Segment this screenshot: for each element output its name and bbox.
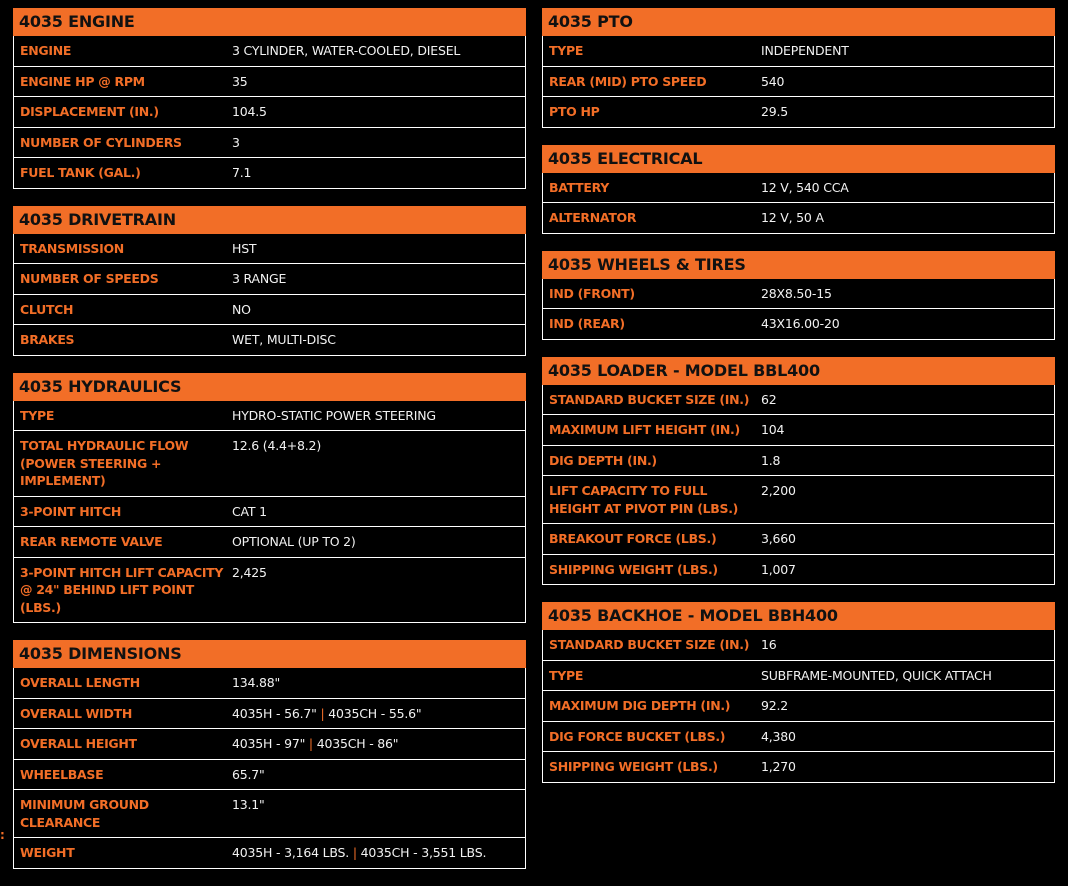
table-row [14, 728, 525, 759]
section-title: 4035 DRIVETRAIN [13, 206, 526, 234]
table-row [543, 202, 1054, 233]
value-variant-a: 4035H - 3,164 LBS. [232, 845, 350, 860]
spec-value: 134.88" [232, 675, 281, 690]
table-row [543, 690, 1054, 721]
spec-label: 3-POINT HITCH [20, 503, 122, 519]
spec-value: OPTIONAL (UP TO 2) [232, 534, 356, 549]
spec-label: CLUTCH [20, 301, 74, 317]
spec-table [542, 36, 1055, 128]
value-variant-b: 4035CH - 86" [316, 736, 399, 751]
spec-value: 3,660 [761, 531, 796, 546]
spec-table [13, 234, 526, 356]
spec-value: 3 CYLINDER, WATER-COOLED, DIESEL [232, 43, 461, 58]
table-row [543, 385, 1054, 415]
table-row [14, 668, 525, 698]
spec-label: OVERALL HEIGHT [20, 736, 137, 751]
spec-label: IND (REAR) [549, 316, 625, 331]
section-drivetrain [13, 206, 526, 356]
section-title: 4035 BACKHOE - MODEL BBH400 [542, 602, 1055, 630]
spec-value: 3 RANGE [232, 271, 287, 286]
table-row [543, 173, 1054, 203]
separator: | [308, 736, 313, 751]
spec-label: FUEL TANK (GAL.) [20, 165, 141, 180]
spec-table [542, 630, 1055, 783]
table-row [543, 66, 1054, 97]
section-electrical [542, 145, 1055, 234]
spec-label: DIG DEPTH (IN.) [549, 452, 657, 468]
spec-value: 13.1" [232, 797, 265, 812]
value-variant-a: 4035H - 56.7" [232, 705, 317, 721]
right-column [542, 8, 1055, 800]
spec-value: 92.2 [761, 698, 789, 713]
spec-label: ENGINE HP @ RPM [20, 73, 145, 89]
spec-value: 12 V, 50 A [761, 210, 824, 225]
separator: | [352, 845, 357, 860]
spec-label: TRANSMISSION [20, 240, 124, 256]
section-wheels-tires [542, 251, 1055, 340]
spec-label: BREAKOUT FORCE (LBS.) [549, 531, 717, 546]
section-title: 4035 LOADER - MODEL BBL400 [542, 357, 1055, 385]
table-row [14, 263, 525, 294]
left-column [13, 8, 526, 886]
spec-label: 3-POINT HITCH LIFT CAPACITY @ 24" BEHIND LIFT POINT (LBS.) [20, 564, 224, 615]
table-row [14, 430, 525, 496]
table-row [14, 234, 525, 264]
spec-value: 43X16.00-20 [761, 316, 840, 331]
table-row [543, 475, 1054, 523]
table-row [14, 557, 525, 623]
spec-value: HYDRO-STATIC POWER STEERING [232, 407, 436, 423]
section-loader [542, 357, 1055, 586]
table-row [543, 660, 1054, 691]
spec-value: 1,007 [761, 561, 796, 577]
spec-value [232, 729, 398, 759]
spec-value: 65.7" [232, 766, 265, 782]
spec-value: CAT 1 [232, 503, 267, 519]
section-title: 4035 DIMENSIONS [13, 640, 526, 668]
spec-label: TOTAL HYDRAULIC FLOW (POWER STEERING + IMPLEMENT) [20, 438, 189, 488]
section-dimensions [13, 640, 526, 869]
section-title: 4035 WHEELS & TIRES [542, 251, 1055, 279]
spec-label: TYPE [549, 43, 584, 58]
value-variant-b: 4035CH - 3,551 LBS. [360, 845, 487, 860]
spec-table [542, 173, 1055, 234]
spec-value: 62 [761, 391, 777, 407]
spec-label: IND (FRONT) [549, 285, 635, 301]
spec-label: SHIPPING WEIGHT (LBS.) [549, 561, 718, 577]
spec-table [13, 401, 526, 624]
spec-value [232, 838, 486, 868]
spec-label: NUMBER OF SPEEDS [20, 271, 159, 286]
table-row [14, 324, 525, 355]
table-row [14, 789, 525, 837]
table-row [14, 401, 525, 431]
spec-label: TYPE [20, 407, 55, 423]
section-pto [542, 8, 1055, 128]
spec-value: 2,200 [761, 483, 796, 498]
spec-label: BRAKES [20, 332, 75, 347]
table-row [543, 751, 1054, 782]
spec-label: TYPE [549, 667, 584, 683]
section-hydraulics [13, 373, 526, 624]
spec-label: ALTERNATOR [549, 210, 637, 225]
table-row [14, 759, 525, 790]
table-row [14, 66, 525, 97]
spec-value: 4,380 [761, 728, 796, 744]
table-row [543, 523, 1054, 554]
spec-label: WHEELBASE [20, 766, 104, 782]
table-row [14, 36, 525, 66]
spec-label: REAR (MID) PTO SPEED [549, 73, 707, 89]
table-row [543, 308, 1054, 339]
spec-value: HST [232, 240, 257, 256]
spec-label: ENGINE [20, 43, 72, 58]
spec-label: MAXIMUM LIFT HEIGHT (IN.) [549, 422, 740, 437]
spec-label: DISPLACEMENT (IN.) [20, 104, 159, 119]
spec-table [542, 279, 1055, 340]
table-row [14, 96, 525, 127]
spec-label: WEIGHT [20, 845, 75, 860]
table-row [543, 414, 1054, 445]
table-row [543, 445, 1054, 476]
section-title: 4035 ELECTRICAL [542, 145, 1055, 173]
spec-value: 2,425 [232, 564, 267, 580]
spec-value: 12.6 (4.4+8.2) [232, 438, 321, 453]
value-variant-b: 4035CH - 55.6" [328, 705, 422, 721]
spec-value: 28X8.50-15 [761, 285, 832, 301]
spec-value: 104 [761, 422, 785, 437]
table-row [14, 127, 525, 158]
spec-label: STANDARD BUCKET SIZE (IN.) [549, 637, 750, 652]
table-row [14, 157, 525, 188]
spec-table [13, 668, 526, 869]
section-title: 4035 PTO [542, 8, 1055, 36]
table-row [543, 721, 1054, 752]
spec-label: REAR REMOTE VALVE [20, 534, 163, 549]
spec-label: OVERALL LENGTH [20, 675, 140, 690]
spec-value: 35 [232, 73, 248, 89]
table-row [14, 698, 525, 729]
table-row [543, 554, 1054, 585]
separator: | [320, 705, 325, 721]
spec-value: 104.5 [232, 104, 267, 119]
table-row [14, 294, 525, 325]
table-row [543, 96, 1054, 127]
spec-value: 540 [761, 73, 785, 89]
spec-label: MAXIMUM DIG DEPTH (IN.) [549, 698, 731, 713]
spec-label: OVERALL WIDTH [20, 705, 132, 721]
spec-value: NO [232, 301, 251, 317]
spec-value: 12 V, 540 CCA [761, 179, 849, 195]
spec-label: LIFT CAPACITY TO FULL HEIGHT AT PIVOT PIN (LBS.) [549, 483, 739, 516]
table-row [543, 36, 1054, 66]
value-variant-a: 4035H - 97" [232, 736, 306, 751]
spec-value: 1.8 [761, 452, 781, 468]
section-engine [13, 8, 526, 189]
spec-value: 1,270 [761, 759, 796, 774]
spec-label: DIG FORCE BUCKET (LBS.) [549, 728, 726, 744]
spec-label: NUMBER OF CYLINDERS [20, 134, 182, 150]
spec-label: MINIMUM GROUND CLEARANCE [20, 797, 149, 830]
spec-value: 16 [761, 637, 777, 652]
spec-label: PTO HP [549, 104, 600, 119]
spec-value: WET, MULTI-DISC [232, 332, 336, 347]
spec-value: 7.1 [232, 165, 252, 180]
spec-value [232, 699, 421, 729]
table-row [543, 279, 1054, 309]
spec-value: 3 [232, 134, 240, 150]
spec-table [542, 385, 1055, 586]
section-backhoe [542, 602, 1055, 783]
table-row [14, 496, 525, 527]
section-title: 4035 ENGINE [13, 8, 526, 36]
table-row [14, 526, 525, 557]
spec-value: 29.5 [761, 104, 789, 119]
table-row [543, 630, 1054, 660]
spec-table [13, 36, 526, 189]
spec-label: SHIPPING WEIGHT (LBS.) [549, 759, 718, 774]
spec-label: BATTERY [549, 179, 610, 195]
edge-fragment: : [0, 828, 5, 842]
spec-value: SUBFRAME-MOUNTED, QUICK ATTACH [761, 667, 992, 683]
spec-value: INDEPENDENT [761, 43, 849, 58]
section-title: 4035 HYDRAULICS [13, 373, 526, 401]
spec-label: STANDARD BUCKET SIZE (IN.) [549, 391, 750, 407]
table-row [14, 837, 525, 868]
